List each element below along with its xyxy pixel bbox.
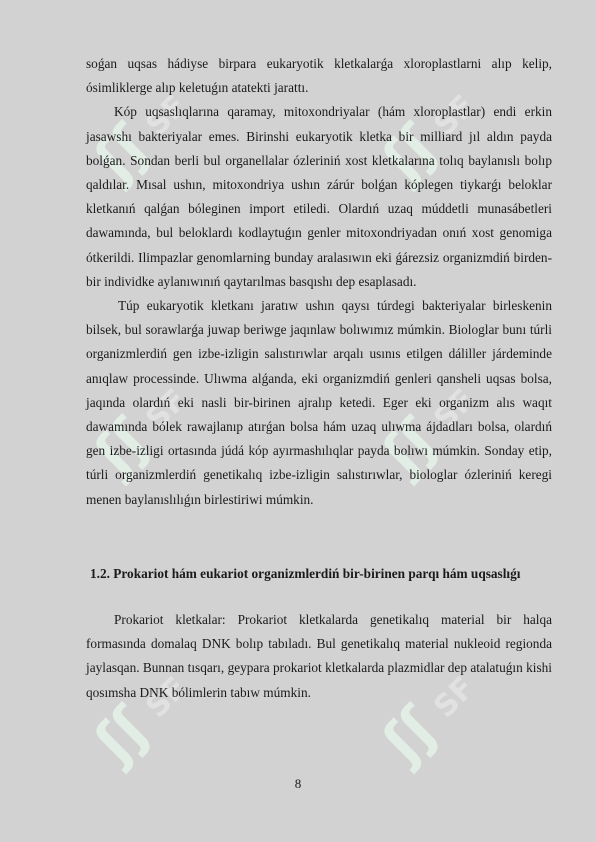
body-text xyxy=(86,52,552,512)
paragraph: soǵan uqsas hádiyse birpara eukaryotik kletkalarǵa xloroplastlarni alıp kelip, ósimliklerge alıp keletuǵın atatekti jarattı. xyxy=(86,56,552,96)
svg-text:ʃʃ: ʃʃ xyxy=(82,407,162,487)
paragraph: Túp eukaryotik kletkanı jaratıw ushın qaysı túrdegi bakteriyalar birleskenin bilsek, bul sorawlarǵa juwap beriwge jaqınlaw bolıwımız múmkin. Biologlar bunı túrli organizmlerdiń gen izbe-izligin salıstırıwlar arqalı usınıs etilgen dáliller járdeminde anıqlaw processinde. Ulıwma alǵanda, eki organizmdiń genleri qansheli uqsas bolsa, jaqında olardıń eki nasli bir-birinen ajralıp ketedi. Eger eki organizm alıs waqıt dawamında bólek rawajlanıp atırǵan bolsa hám uzaq ulıwma ájdadları bolsa, olardıń gen izbe-izligi ortasında júdá kóp ayırmashılıqlar payda bolıwı múmkin. Sonday etip, túrli organizmlerdiń genetikalıq izbe-izligin salıstırıwlar, biologlar ózleriniń keregi menen baylanıslılıǵın birlestiriwi múmkin. xyxy=(86,298,552,507)
svg-text:ʃʃ: ʃʃ xyxy=(370,113,450,193)
svg-text:SF: SF xyxy=(427,382,482,437)
svg-text:ʃʃ: ʃʃ xyxy=(82,695,162,775)
svg-text:SF: SF xyxy=(427,670,482,725)
svg-text:SF: SF xyxy=(139,88,194,143)
page-number: 8 xyxy=(294,776,302,791)
section-heading: 1.2. Prokariot hám eukariot organizmlerdiń bir-birinen parqı hám uqsaslıǵı xyxy=(90,566,521,581)
section-body-text xyxy=(86,608,552,705)
paragraph: Prokariot kletkalar: Prokariot kletkalarda genetikalıq material bir halqa formasında domalaq DNK bolıp tabıladı. Bul genetikalıq material nukleoid regionda jaylasqan. Bunnan tısqarı, geypara prokariot kletkalarda plazmidlar dep atalatuǵın kishi qosımsha DNK bólimlerin tabıw múmkin. xyxy=(86,612,552,700)
svg-text:SF: SF xyxy=(139,670,194,725)
svg-text:ʃʃ: ʃʃ xyxy=(370,695,450,775)
svg-text:ʃʃ: ʃʃ xyxy=(370,407,450,487)
svg-text:SF: SF xyxy=(427,88,482,143)
svg-text:SF: SF xyxy=(139,382,194,437)
paragraph: Kóp uqsaslıqlarına qaramay, mitoxondriyalar (hám xloroplastlar) endi erkin jasawshı bakteriyalar emes. Birinshi eukaryotik kletka bir milliard jıl aldın payda bolǵan. Sondan berli bul organellalar ózleriniń xost kletkalarına tolıq baylanıslı bolıp qaldılar. Mısal ushın, mitoxondriya ushın zárúr bolǵan kóplegen tiykarǵı beloklar kletkanıń qalǵan bóleginen import etiledi. Olardıń uzaq múddetli munasábetleri dawamında, bul beloklardı kodlaytuǵın genler mitoxondriyadan onıń xost genomiga ótkerildi. Ilimpazlar genomlarning bunday aralasıwın eki ǵárezsiz organizmdiń birden-bir individke aylanıwınıń qaytarılmas basqıshı dep esaplasadı. xyxy=(86,104,552,289)
svg-text:ʃʃ: ʃʃ xyxy=(82,113,162,193)
